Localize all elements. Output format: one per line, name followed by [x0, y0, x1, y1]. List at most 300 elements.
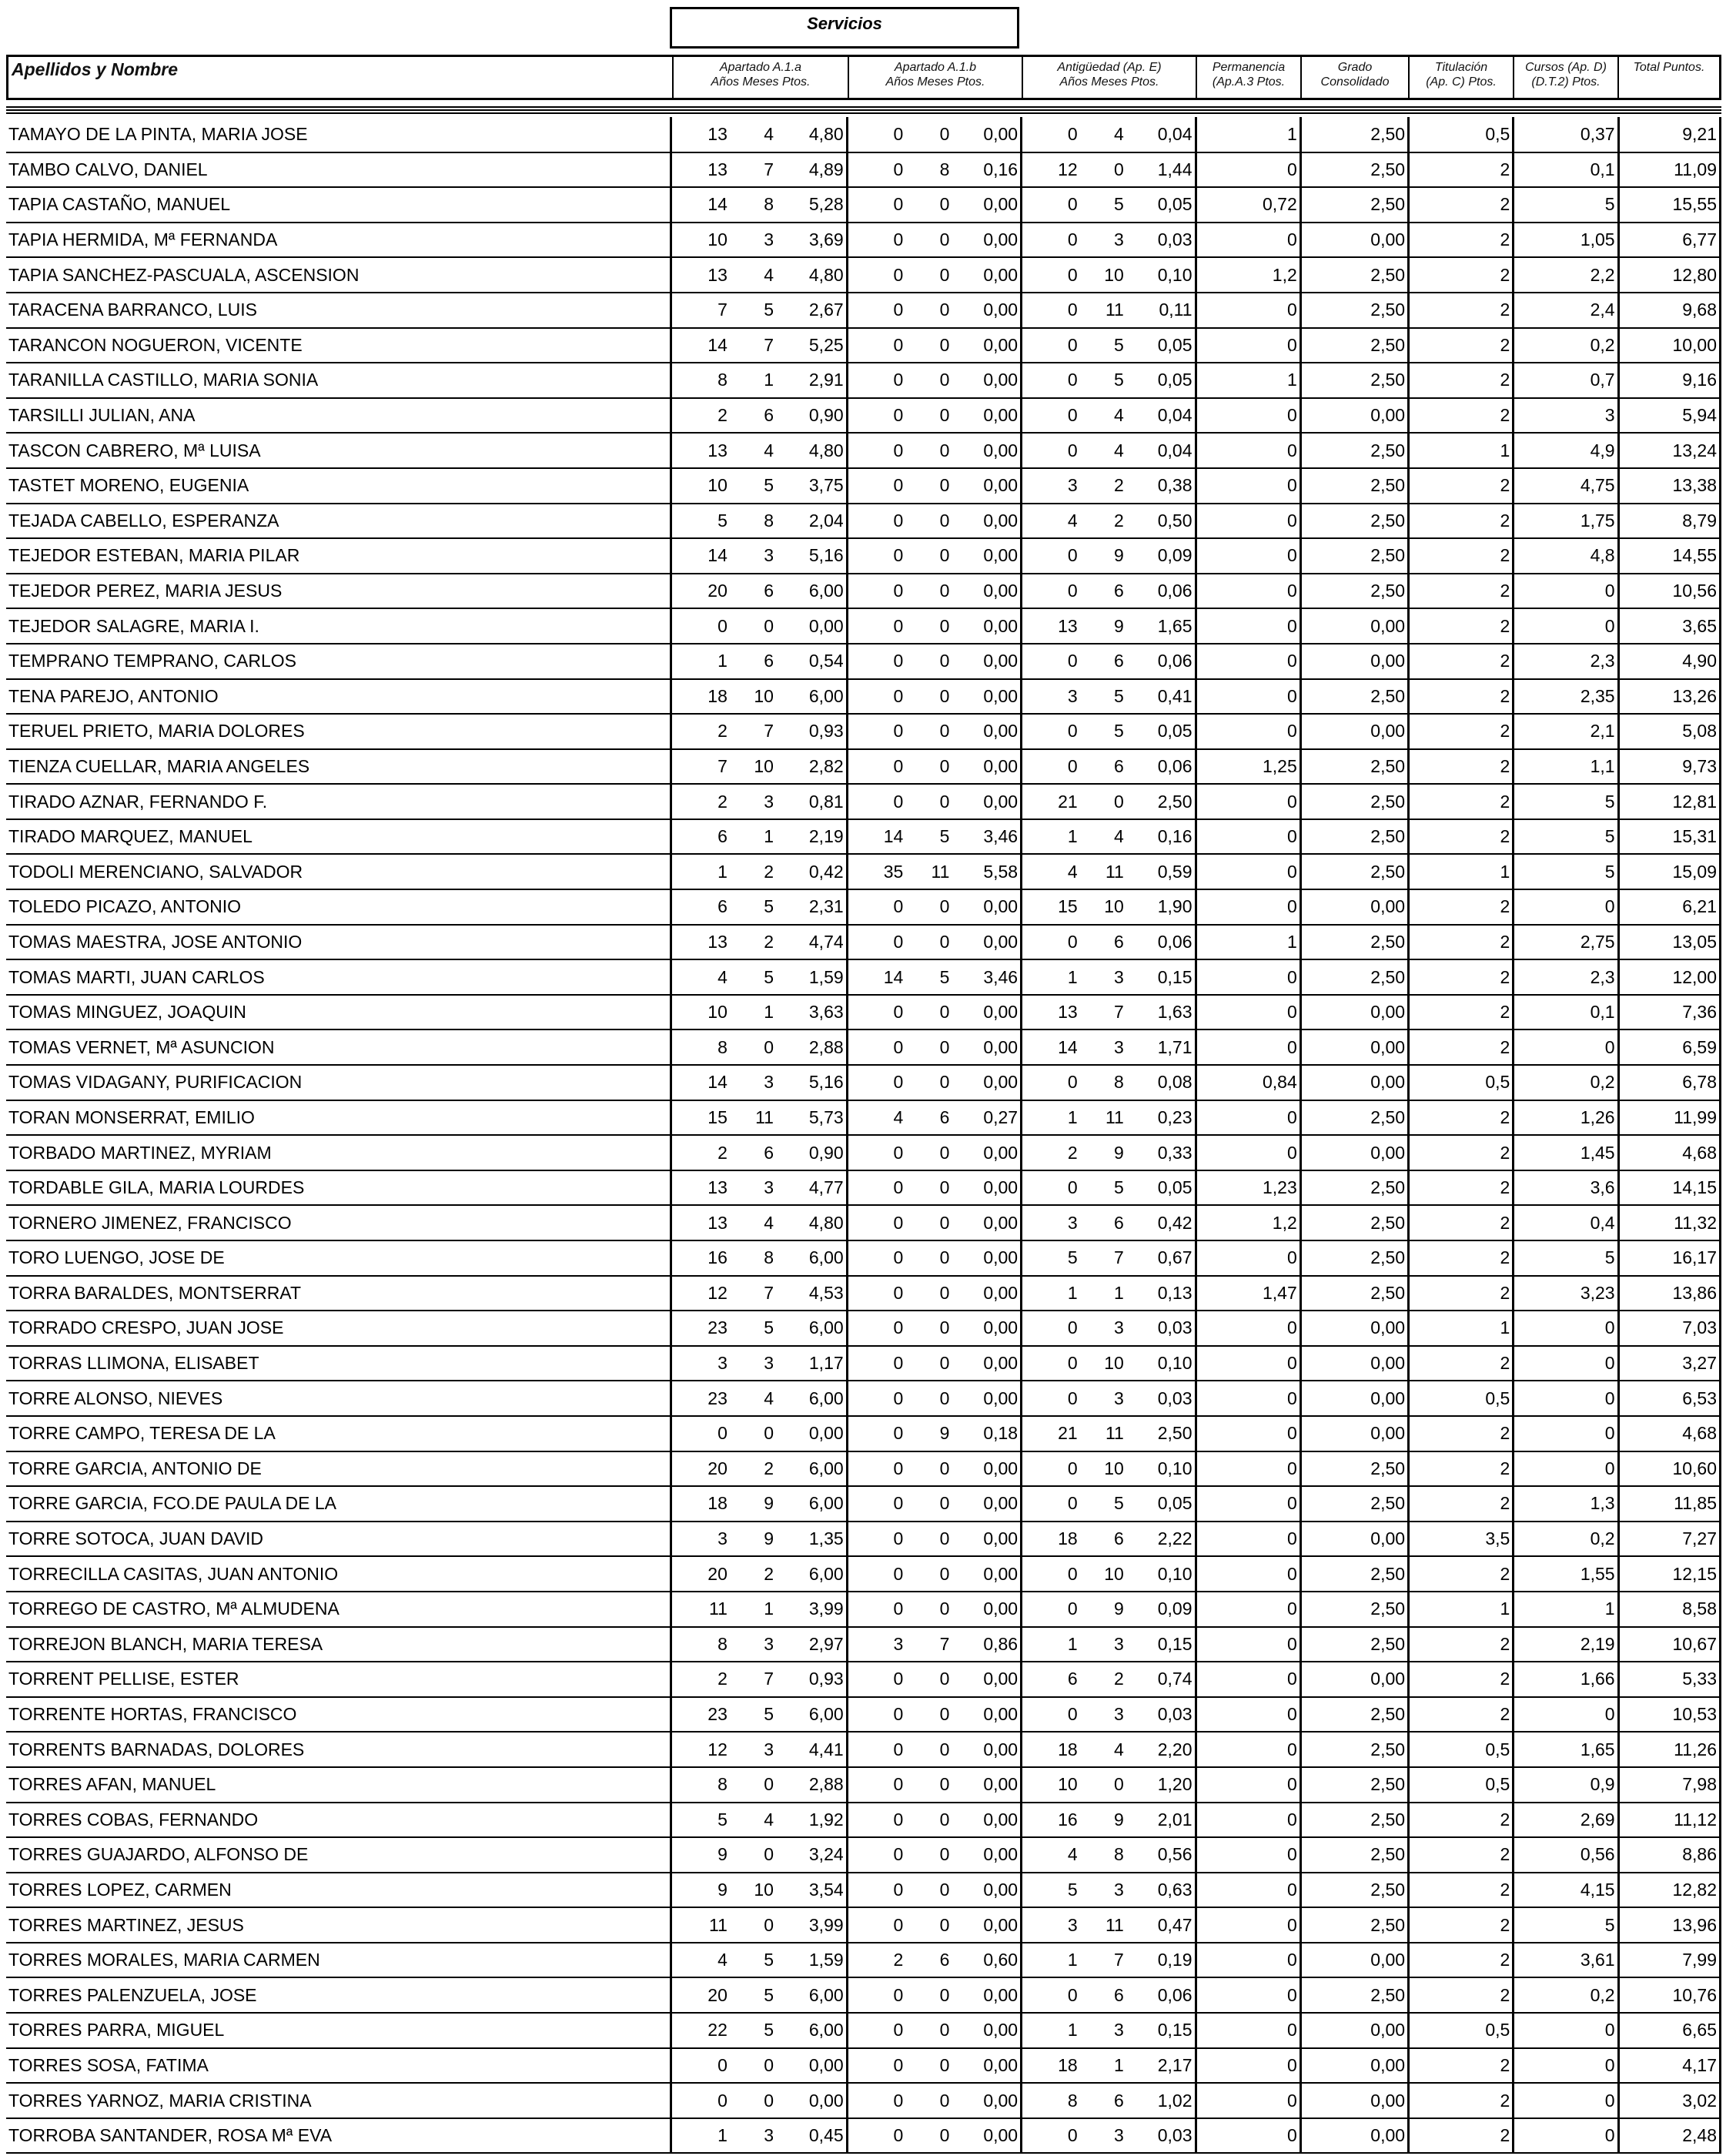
cell-a1b-years: 0	[847, 1311, 905, 1346]
cell-ant-points: 0,06	[1126, 574, 1196, 609]
cell-ant-years: 1	[1022, 1943, 1080, 1978]
cell-a1a-months: 7	[730, 1276, 776, 1311]
cell-total: 5,33	[1618, 1662, 1720, 1697]
cell-cursos: 2,2	[1514, 257, 1618, 293]
cell-a1b-months: 0	[905, 2048, 952, 2084]
cell-a1a-months: 7	[730, 152, 776, 188]
cell-permanencia: 0	[1196, 959, 1300, 995]
cell-a1a-points: 4,80	[776, 117, 847, 152]
cell-total: 4,17	[1618, 2048, 1720, 2084]
cell-a1a-points: 2,31	[776, 889, 847, 925]
table-row	[6, 257, 1721, 293]
cell-name: TEJEDOR ESTEBAN, MARIA PILAR	[6, 538, 671, 574]
cell-cursos: 0,2	[1514, 1977, 1618, 2013]
cell-permanencia: 0,72	[1196, 187, 1300, 223]
cell-a1a-points: 6,00	[776, 574, 847, 609]
cell-a1b-points: 0,00	[952, 995, 1021, 1030]
cell-ant-months: 10	[1080, 1346, 1126, 1381]
cell-ant-years: 21	[1022, 784, 1080, 819]
cell-a1a-months: 5	[730, 1697, 776, 1732]
cell-permanencia: 0	[1196, 1592, 1300, 1627]
scores-table	[6, 117, 1721, 2154]
cell-cursos: 0,56	[1514, 1837, 1618, 1873]
cell-titulacion: 3,5	[1409, 1522, 1514, 1557]
table-row	[6, 433, 1721, 468]
cell-a1b-years: 0	[847, 117, 905, 152]
cell-grado: 0,00	[1300, 1311, 1408, 1346]
cell-a1a-months: 3	[730, 1627, 776, 1662]
cell-ant-years: 0	[1022, 1346, 1080, 1381]
cell-grado: 0,00	[1300, 608, 1408, 644]
cell-cursos: 0	[1514, 1311, 1618, 1346]
cell-total: 12,81	[1618, 784, 1720, 819]
cell-a1b-months: 0	[905, 398, 952, 434]
cell-a1b-points: 0,60	[952, 1943, 1021, 1978]
cell-a1b-years: 0	[847, 1065, 905, 1100]
cell-grado: 0,00	[1300, 1381, 1408, 1416]
cell-ant-points: 0,03	[1126, 1311, 1196, 1346]
cell-titulacion: 0,5	[1409, 1381, 1514, 1416]
cell-ant-points: 2,22	[1126, 1522, 1196, 1557]
cell-permanencia: 0	[1196, 1803, 1300, 1838]
cell-a1b-points: 0,27	[952, 1100, 1021, 1136]
cell-a1a-years: 9	[671, 1873, 730, 1908]
cell-cursos: 5	[1514, 1907, 1618, 1943]
cell-permanencia: 0	[1196, 819, 1300, 855]
cell-titulacion: 2	[1409, 223, 1514, 258]
cell-a1b-months: 0	[905, 1240, 952, 1276]
cell-ant-months: 3	[1080, 1311, 1126, 1346]
cell-a1b-months: 0	[905, 1029, 952, 1065]
cell-a1b-years: 0	[847, 223, 905, 258]
cell-name: TORRAS LLIMONA, ELISABET	[6, 1346, 671, 1381]
cell-a1b-months: 0	[905, 1556, 952, 1592]
cell-grado: 2,50	[1300, 1170, 1408, 1206]
cell-grado: 2,50	[1300, 1592, 1408, 1627]
cell-a1b-months: 0	[905, 1311, 952, 1346]
cell-ant-months: 5	[1080, 679, 1126, 715]
cell-name: TORRES LOPEZ, CARMEN	[6, 1873, 671, 1908]
cell-total: 8,58	[1618, 1592, 1720, 1627]
cell-a1a-years: 2	[671, 784, 730, 819]
cell-titulacion: 0,5	[1409, 1767, 1514, 1803]
cell-total: 3,27	[1618, 1346, 1720, 1381]
cell-total: 13,24	[1618, 433, 1720, 468]
cell-a1a-years: 13	[671, 152, 730, 188]
cell-a1b-points: 0,00	[952, 257, 1021, 293]
cell-cursos: 0	[1514, 1381, 1618, 1416]
cell-titulacion: 2	[1409, 504, 1514, 539]
cell-a1b-months: 7	[905, 1627, 952, 1662]
cell-ant-points: 0,10	[1126, 1556, 1196, 1592]
cell-a1b-points: 0,00	[952, 1873, 1021, 1908]
cell-a1a-points: 6,00	[776, 1451, 847, 1487]
cell-a1a-months: 4	[730, 1381, 776, 1416]
cell-ant-points: 0,50	[1126, 504, 1196, 539]
cell-a1a-months: 7	[730, 328, 776, 363]
cell-a1a-years: 0	[671, 2048, 730, 2084]
cell-grado: 0,00	[1300, 2118, 1408, 2154]
cell-grado: 0,00	[1300, 1522, 1408, 1557]
cell-a1a-points: 6,00	[776, 679, 847, 715]
table-row	[6, 1837, 1721, 1873]
cell-total: 10,53	[1618, 1697, 1720, 1732]
cell-titulacion: 2	[1409, 187, 1514, 223]
cell-ant-months: 6	[1080, 644, 1126, 679]
table-row	[6, 1592, 1721, 1627]
cell-permanencia: 0	[1196, 679, 1300, 715]
cell-total: 9,21	[1618, 117, 1720, 152]
cell-ant-years: 0	[1022, 328, 1080, 363]
cell-cursos: 2,3	[1514, 959, 1618, 995]
cell-ant-points: 1,90	[1126, 889, 1196, 925]
cell-titulacion: 2	[1409, 1943, 1514, 1978]
header-cursos-sub: (D.T.2) Ptos.	[1531, 75, 1601, 89]
cell-a1b-months: 0	[905, 1522, 952, 1557]
cell-name: TORNERO JIMENEZ, FRANCISCO	[6, 1205, 671, 1240]
cell-ant-years: 0	[1022, 1697, 1080, 1732]
cell-total: 9,16	[1618, 363, 1720, 398]
cell-a1a-points: 3,24	[776, 1837, 847, 1873]
cell-ant-months: 9	[1080, 1135, 1126, 1170]
cell-ant-months: 6	[1080, 1977, 1126, 2013]
cell-titulacion: 1	[1409, 1592, 1514, 1627]
cell-name: TIRADO AZNAR, FERNANDO F.	[6, 784, 671, 819]
table-row	[6, 574, 1721, 609]
cell-a1b-months: 0	[905, 714, 952, 749]
table-row	[6, 1381, 1721, 1416]
cell-a1a-points: 4,80	[776, 433, 847, 468]
header-name: Apellidos y Nombre	[12, 59, 178, 79]
cell-grado: 2,50	[1300, 1803, 1408, 1838]
cell-ant-points: 0,59	[1126, 854, 1196, 889]
cell-a1a-years: 2	[671, 1135, 730, 1170]
cell-a1b-years: 0	[847, 1837, 905, 1873]
cell-ant-years: 3	[1022, 679, 1080, 715]
table-row	[6, 1240, 1721, 1276]
cell-a1a-years: 5	[671, 1803, 730, 1838]
cell-grado: 2,50	[1300, 784, 1408, 819]
cell-a1a-months: 0	[730, 1837, 776, 1873]
cell-a1a-points: 3,99	[776, 1907, 847, 1943]
cell-a1a-points: 2,82	[776, 749, 847, 785]
cell-ant-points: 1,44	[1126, 152, 1196, 188]
cell-cursos: 1,45	[1514, 1135, 1618, 1170]
cell-cursos: 0,1	[1514, 152, 1618, 188]
cell-total: 7,36	[1618, 995, 1720, 1030]
cell-cursos: 1,66	[1514, 1662, 1618, 1697]
cell-permanencia: 0	[1196, 398, 1300, 434]
cell-titulacion: 2	[1409, 749, 1514, 785]
cell-titulacion: 2	[1409, 1346, 1514, 1381]
cell-titulacion: 2	[1409, 468, 1514, 504]
cell-a1b-years: 4	[847, 1100, 905, 1136]
cell-a1b-points: 0,00	[952, 1767, 1021, 1803]
cell-permanencia: 0	[1196, 1100, 1300, 1136]
table-row	[6, 1276, 1721, 1311]
cell-a1a-months: 5	[730, 1311, 776, 1346]
cell-titulacion: 2	[1409, 1486, 1514, 1522]
cell-ant-months: 0	[1080, 152, 1126, 188]
cell-a1a-points: 0,90	[776, 398, 847, 434]
cell-grado: 2,50	[1300, 433, 1408, 468]
cell-ant-years: 6	[1022, 1662, 1080, 1697]
cell-ant-years: 0	[1022, 363, 1080, 398]
cell-a1b-years: 14	[847, 819, 905, 855]
cell-ant-months: 8	[1080, 1065, 1126, 1100]
cell-a1a-years: 0	[671, 2083, 730, 2118]
cell-a1b-months: 0	[905, 1592, 952, 1627]
cell-total: 10,76	[1618, 1977, 1720, 2013]
cell-cursos: 2,3	[1514, 644, 1618, 679]
cell-permanencia: 1,47	[1196, 1276, 1300, 1311]
cell-ant-years: 5	[1022, 1240, 1080, 1276]
cell-cursos: 5	[1514, 1240, 1618, 1276]
cell-ant-points: 0,05	[1126, 328, 1196, 363]
cell-a1b-years: 0	[847, 1873, 905, 1908]
cell-ant-years: 0	[1022, 1451, 1080, 1487]
cell-a1a-points: 4,80	[776, 257, 847, 293]
cell-a1b-months: 0	[905, 1065, 952, 1100]
cell-a1b-years: 0	[847, 1697, 905, 1732]
cell-cursos: 3,23	[1514, 1276, 1618, 1311]
cell-ant-months: 3	[1080, 959, 1126, 995]
cell-ant-years: 16	[1022, 1803, 1080, 1838]
cell-grado: 0,00	[1300, 1029, 1408, 1065]
cell-a1a-months: 3	[730, 1170, 776, 1206]
cell-permanencia: 0	[1196, 1311, 1300, 1346]
table-row	[6, 1416, 1721, 1451]
cell-name: TORBADO MARTINEZ, MYRIAM	[6, 1135, 671, 1170]
cell-grado: 0,00	[1300, 1662, 1408, 1697]
cell-ant-points: 0,41	[1126, 679, 1196, 715]
cell-total: 7,98	[1618, 1767, 1720, 1803]
cell-ant-years: 0	[1022, 223, 1080, 258]
cell-ant-years: 0	[1022, 644, 1080, 679]
cell-a1a-years: 10	[671, 995, 730, 1030]
cell-a1b-points: 0,00	[952, 2013, 1021, 2048]
cell-permanencia: 1,2	[1196, 257, 1300, 293]
cell-ant-years: 0	[1022, 749, 1080, 785]
cell-ant-points: 1,20	[1126, 1767, 1196, 1803]
cell-a1a-years: 3	[671, 1346, 730, 1381]
cell-grado: 2,50	[1300, 293, 1408, 328]
cell-a1b-months: 0	[905, 293, 952, 328]
cell-ant-years: 0	[1022, 1311, 1080, 1346]
cell-ant-years: 18	[1022, 2048, 1080, 2084]
cell-total: 11,09	[1618, 152, 1720, 188]
cell-a1a-points: 1,59	[776, 959, 847, 995]
cell-a1a-years: 7	[671, 749, 730, 785]
cell-ant-points: 0,08	[1126, 1065, 1196, 1100]
cell-name: TIENZA CUELLAR, MARIA ANGELES	[6, 749, 671, 785]
cell-a1b-months: 0	[905, 889, 952, 925]
cell-ant-years: 0	[1022, 1381, 1080, 1416]
cell-a1b-points: 0,00	[952, 187, 1021, 223]
cell-ant-points: 1,71	[1126, 1029, 1196, 1065]
cell-grado: 2,50	[1300, 679, 1408, 715]
cell-grado: 2,50	[1300, 328, 1408, 363]
cell-a1b-points: 0,00	[952, 1837, 1021, 1873]
cell-ant-months: 11	[1080, 1907, 1126, 1943]
cell-total: 10,60	[1618, 1451, 1720, 1487]
cell-permanencia: 0	[1196, 1556, 1300, 1592]
cell-ant-months: 5	[1080, 1486, 1126, 1522]
cell-a1b-points: 0,00	[952, 1381, 1021, 1416]
table-row	[6, 1767, 1721, 1803]
cell-a1b-years: 0	[847, 2118, 905, 2154]
cell-total: 13,96	[1618, 1907, 1720, 1943]
cell-a1b-years: 0	[847, 2083, 905, 2118]
cell-a1b-months: 0	[905, 1135, 952, 1170]
cell-ant-months: 11	[1080, 1416, 1126, 1451]
cell-permanencia: 0	[1196, 1346, 1300, 1381]
cell-titulacion: 2	[1409, 925, 1514, 960]
cell-name: TORRE GARCIA, FCO.DE PAULA DE LA	[6, 1486, 671, 1522]
table-row	[6, 1803, 1721, 1838]
cell-cursos: 2,35	[1514, 679, 1618, 715]
cell-total: 6,21	[1618, 889, 1720, 925]
cell-grado: 2,50	[1300, 1556, 1408, 1592]
cell-permanencia: 0,84	[1196, 1065, 1300, 1100]
cell-name: TERUEL PRIETO, MARIA DOLORES	[6, 714, 671, 749]
cell-ant-points: 0,03	[1126, 1381, 1196, 1416]
cell-a1a-points: 3,69	[776, 223, 847, 258]
header-apartado-a1b	[848, 57, 1022, 98]
cell-ant-years: 0	[1022, 1556, 1080, 1592]
cell-a1a-points: 3,75	[776, 468, 847, 504]
cell-grado: 2,50	[1300, 363, 1408, 398]
cell-a1a-months: 8	[730, 504, 776, 539]
cell-grado: 2,50	[1300, 468, 1408, 504]
cell-cursos: 0	[1514, 2013, 1618, 2048]
cell-a1b-points: 0,00	[952, 644, 1021, 679]
cell-a1a-months: 1	[730, 995, 776, 1030]
cell-permanencia: 0	[1196, 223, 1300, 258]
cell-cursos: 3,61	[1514, 1943, 1618, 1978]
cell-name: TAPIA HERMIDA, Mª FERNANDA	[6, 223, 671, 258]
cell-a1a-points: 0,90	[776, 1135, 847, 1170]
cell-grado: 2,50	[1300, 1732, 1408, 1767]
cell-name: TIRADO MARQUEZ, MANUEL	[6, 819, 671, 855]
table-row	[6, 1732, 1721, 1767]
cell-titulacion: 2	[1409, 1697, 1514, 1732]
cell-a1b-years: 0	[847, 328, 905, 363]
cell-grado: 0,00	[1300, 995, 1408, 1030]
cell-permanencia: 0	[1196, 1697, 1300, 1732]
cell-titulacion: 1	[1409, 1311, 1514, 1346]
cell-a1a-years: 18	[671, 679, 730, 715]
cell-ant-months: 7	[1080, 1943, 1126, 1978]
cell-cursos: 2,69	[1514, 1803, 1618, 1838]
cell-ant-years: 0	[1022, 538, 1080, 574]
cell-titulacion: 2	[1409, 1627, 1514, 1662]
cell-cursos: 2,19	[1514, 1627, 1618, 1662]
cell-a1a-years: 2	[671, 1662, 730, 1697]
cell-a1a-points: 4,74	[776, 925, 847, 960]
cell-a1b-points: 0,16	[952, 152, 1021, 188]
cell-a1a-months: 1	[730, 819, 776, 855]
cell-a1b-months: 0	[905, 749, 952, 785]
cell-a1a-years: 4	[671, 1943, 730, 1978]
cell-name: TOMAS VERNET, Mª ASUNCION	[6, 1029, 671, 1065]
cell-permanencia: 0	[1196, 1732, 1300, 1767]
header-titulacion	[1408, 57, 1513, 98]
cell-ant-years: 3	[1022, 468, 1080, 504]
cell-a1a-points: 2,91	[776, 363, 847, 398]
cell-permanencia: 0	[1196, 1135, 1300, 1170]
cell-a1b-years: 0	[847, 1381, 905, 1416]
cell-permanencia: 0	[1196, 1873, 1300, 1908]
table-row	[6, 1486, 1721, 1522]
table-row	[6, 398, 1721, 434]
cell-ant-points: 1,63	[1126, 995, 1196, 1030]
cell-a1b-years: 0	[847, 187, 905, 223]
cell-a1b-years: 0	[847, 2013, 905, 2048]
cell-titulacion: 2	[1409, 1907, 1514, 1943]
cell-total: 4,68	[1618, 1135, 1720, 1170]
table-row	[6, 2118, 1721, 2154]
cell-permanencia: 0	[1196, 1837, 1300, 1873]
cell-grado: 0,00	[1300, 2013, 1408, 2048]
cell-ant-years: 1	[1022, 2013, 1080, 2048]
cell-ant-years: 0	[1022, 714, 1080, 749]
cell-ant-points: 0,06	[1126, 925, 1196, 960]
cell-titulacion: 2	[1409, 644, 1514, 679]
cell-ant-points: 0,09	[1126, 1592, 1196, 1627]
cell-total: 5,94	[1618, 398, 1720, 434]
cell-permanencia: 0	[1196, 2013, 1300, 2048]
cell-ant-months: 9	[1080, 1803, 1126, 1838]
cell-a1b-points: 0,00	[952, 363, 1021, 398]
cell-name: TORRENTS BARNADAS, DOLORES	[6, 1732, 671, 1767]
cell-a1b-years: 0	[847, 504, 905, 539]
cell-a1b-points: 0,00	[952, 749, 1021, 785]
cell-a1b-points: 0,00	[952, 538, 1021, 574]
cell-name: TARANCON NOGUERON, VICENTE	[6, 328, 671, 363]
cell-a1a-points: 5,16	[776, 1065, 847, 1100]
cell-titulacion: 2	[1409, 1135, 1514, 1170]
cell-grado: 2,50	[1300, 1627, 1408, 1662]
cell-ant-months: 5	[1080, 363, 1126, 398]
table-row	[6, 363, 1721, 398]
cell-ant-points: 0,03	[1126, 2118, 1196, 2154]
cell-name: TORRENT PELLISE, ESTER	[6, 1662, 671, 1697]
cell-a1b-years: 0	[847, 925, 905, 960]
cell-cursos: 0,2	[1514, 328, 1618, 363]
cell-a1a-months: 5	[730, 468, 776, 504]
cell-a1b-points: 0,00	[952, 1346, 1021, 1381]
table-row	[6, 1451, 1721, 1487]
cell-ant-points: 2,20	[1126, 1732, 1196, 1767]
table-row	[6, 1873, 1721, 1908]
cell-total: 15,55	[1618, 187, 1720, 223]
cell-titulacion: 1	[1409, 433, 1514, 468]
cell-cursos: 0	[1514, 1451, 1618, 1487]
table-row	[6, 925, 1721, 960]
cell-total: 12,00	[1618, 959, 1720, 995]
cell-a1a-months: 10	[730, 749, 776, 785]
cell-a1b-points: 0,00	[952, 1240, 1021, 1276]
cell-cursos: 0	[1514, 889, 1618, 925]
cell-ant-months: 10	[1080, 1451, 1126, 1487]
cell-a1b-points: 0,00	[952, 2118, 1021, 2154]
cell-a1b-years: 0	[847, 1977, 905, 2013]
cell-a1b-months: 0	[905, 117, 952, 152]
cell-a1a-months: 6	[730, 398, 776, 434]
cell-total: 11,26	[1618, 1732, 1720, 1767]
table-row	[6, 2013, 1721, 2048]
